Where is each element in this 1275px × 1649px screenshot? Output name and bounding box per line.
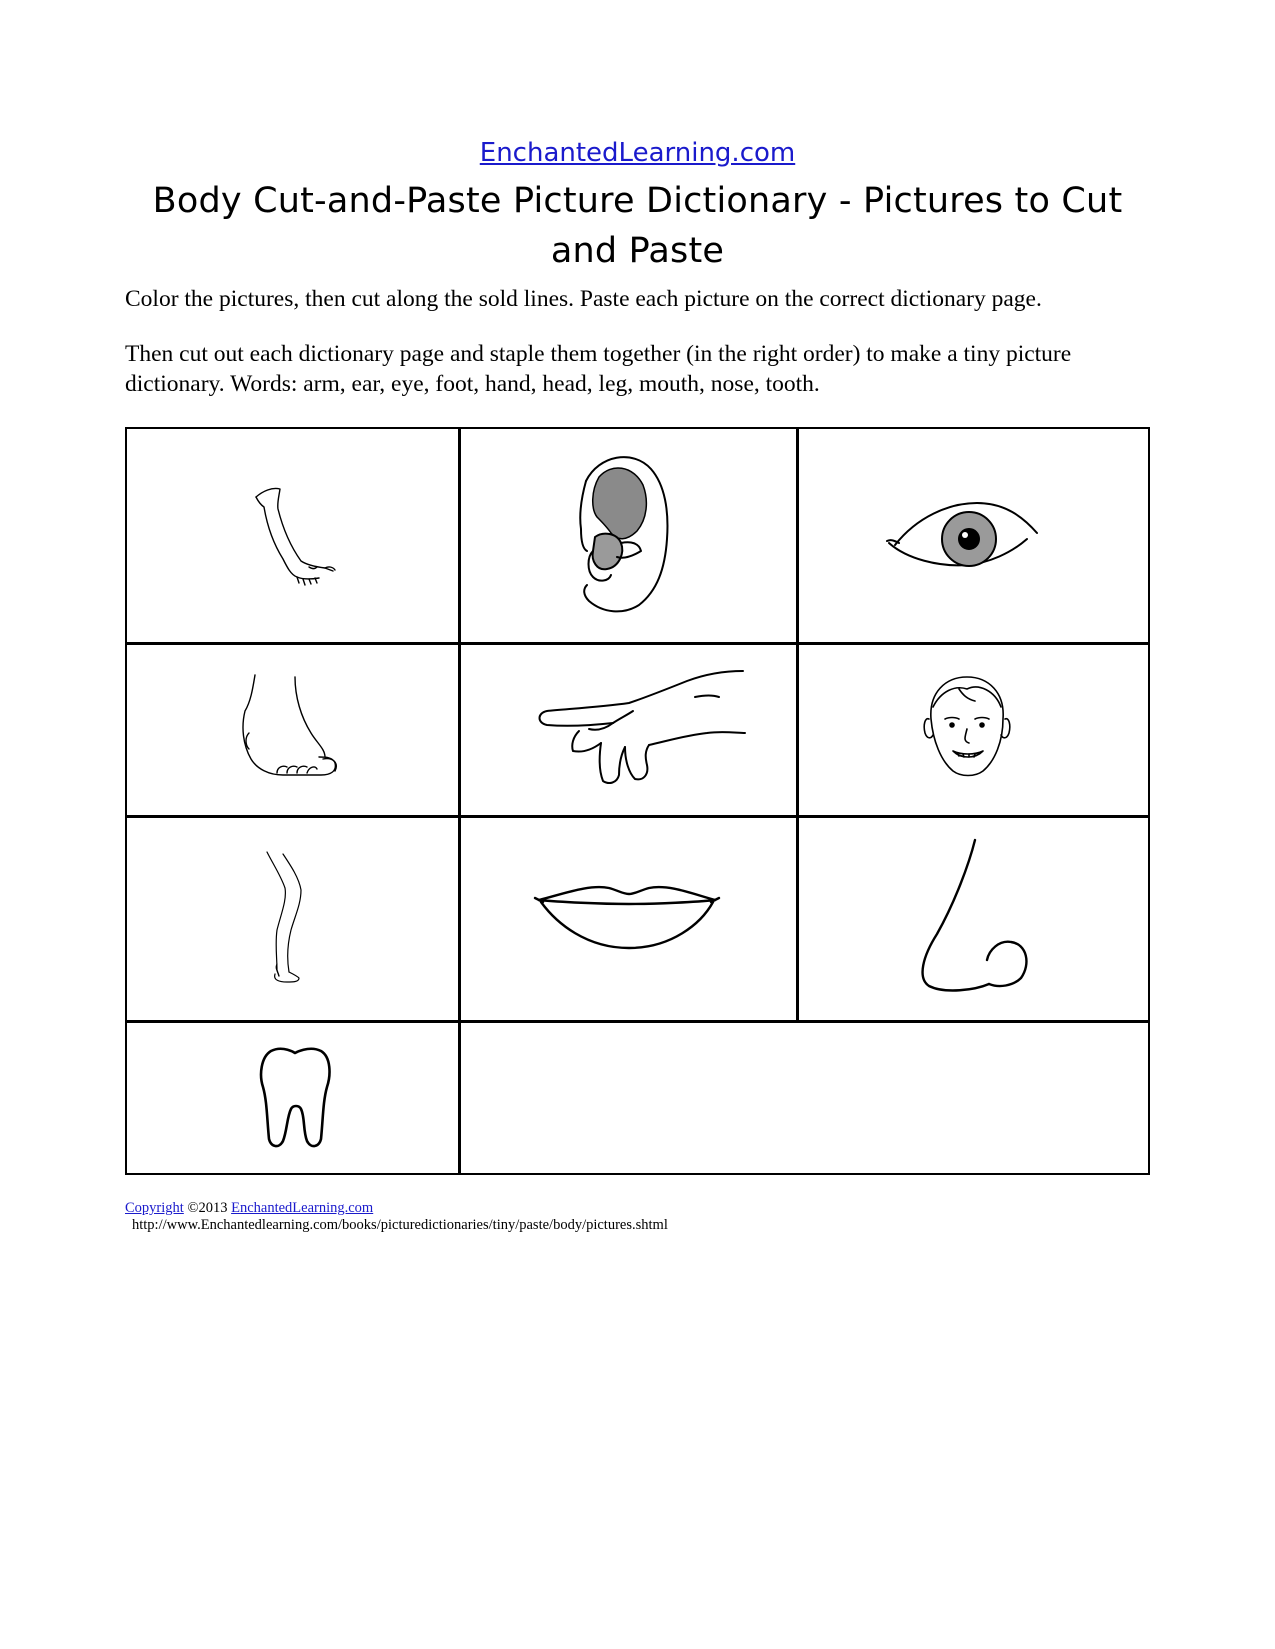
instructions-line-2: Then cut out each dictionary page and staple them together (in the right order) to make a tiny picture dictionary. Words: arm, ear, eye, foot, hand, head, leg, mouth, nose, tooth. bbox=[125, 341, 1072, 397]
picture-cell-mouth bbox=[461, 818, 796, 1020]
picture-cell-head bbox=[799, 645, 1148, 815]
picture-cell-eye bbox=[799, 429, 1148, 642]
picture-cell-arm bbox=[127, 429, 458, 642]
page-title: Body Cut-and-Paste Picture Dictionary - Pictures to Cut and Paste bbox=[152, 181, 1123, 271]
mouth-icon bbox=[461, 818, 796, 1020]
tooth-icon bbox=[127, 1023, 458, 1173]
picture-cell-hand bbox=[461, 645, 796, 815]
picture-cell-leg bbox=[127, 818, 458, 1020]
footer bbox=[125, 1200, 668, 1234]
picture-grid bbox=[125, 427, 1150, 1175]
nose-icon bbox=[799, 818, 1148, 1020]
empty-cell bbox=[461, 1023, 1148, 1173]
picture-cell-foot bbox=[127, 645, 458, 815]
copyright-link[interactable]: Copyright bbox=[125, 1200, 184, 1216]
foot-icon bbox=[127, 645, 458, 815]
picture-cell-nose bbox=[799, 818, 1148, 1020]
footer-site-link[interactable]: EnchantedLearning.com bbox=[231, 1200, 374, 1216]
hand-icon bbox=[461, 645, 796, 815]
copyright-year: ©2013 bbox=[183, 1200, 232, 1216]
picture-cell-ear bbox=[461, 429, 796, 642]
instructions-line-1: Color the pictures, then cut along the sold lines. Paste each picture on the correct dictionary page. bbox=[125, 286, 1042, 312]
ear-icon bbox=[461, 429, 796, 642]
leg-icon bbox=[127, 818, 458, 1020]
site-link[interactable]: EnchantedLearning.com bbox=[479, 138, 796, 168]
head-icon bbox=[799, 645, 1148, 815]
arm-icon bbox=[127, 429, 458, 642]
picture-cell-tooth bbox=[127, 1023, 458, 1173]
eye-icon bbox=[799, 429, 1148, 642]
page-url: http://www.Enchantedlearning.com/books/picturedictionaries/tiny/paste/body/pictures.shtml bbox=[132, 1217, 668, 1233]
